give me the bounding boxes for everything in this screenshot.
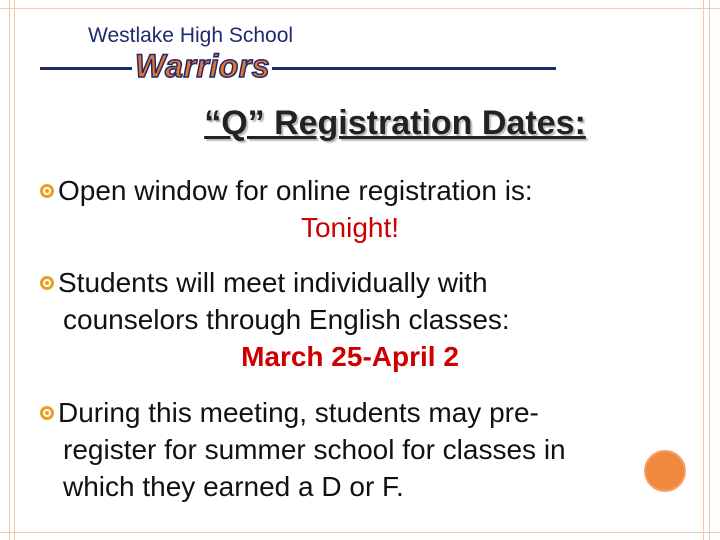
- frame-border-right-inner: [703, 0, 704, 540]
- bullet-line: [40, 394, 660, 431]
- bullet-text: Open window for online registration is:: [58, 175, 533, 206]
- frame-border-bottom: [0, 532, 720, 533]
- bullet-continuation: which they earned a D or F.: [63, 471, 404, 502]
- bullet-icon: [40, 184, 54, 198]
- slide-title: “Q” Registration Dates:: [204, 104, 586, 142]
- logo-rule-left: [40, 67, 132, 70]
- bullet-item-3: [40, 394, 660, 505]
- bullet-item-1: [40, 172, 660, 246]
- decorative-circle: [644, 450, 686, 492]
- bullet-text: During this meeting, students may pre-: [58, 397, 539, 428]
- logo-school-name: Westlake High School: [88, 24, 294, 47]
- bullet-icon: [40, 406, 54, 420]
- bullet-continuation: register for summer school for classes in: [63, 434, 566, 465]
- frame-border-right-outer: [709, 0, 710, 540]
- bullet-text: Students will meet individually with: [58, 267, 488, 298]
- bullet-continuation: counselors through English classes:: [63, 304, 510, 335]
- frame-border-left-inner: [14, 0, 15, 540]
- frame-border-left-outer: [9, 0, 10, 540]
- slide-title-wrap: [0, 104, 720, 143]
- frame-border-top: [0, 8, 720, 9]
- highlight-text: March 25-April 2: [241, 341, 459, 372]
- bullet-line: [40, 264, 660, 301]
- bullet-icon: [40, 276, 54, 290]
- highlight-text: Tonight!: [300, 212, 400, 243]
- logo-rule-right: [272, 67, 556, 70]
- bullet-item-2: [40, 264, 660, 375]
- bullet-line: [40, 172, 660, 209]
- logo-team-name: Warriors: [135, 48, 271, 84]
